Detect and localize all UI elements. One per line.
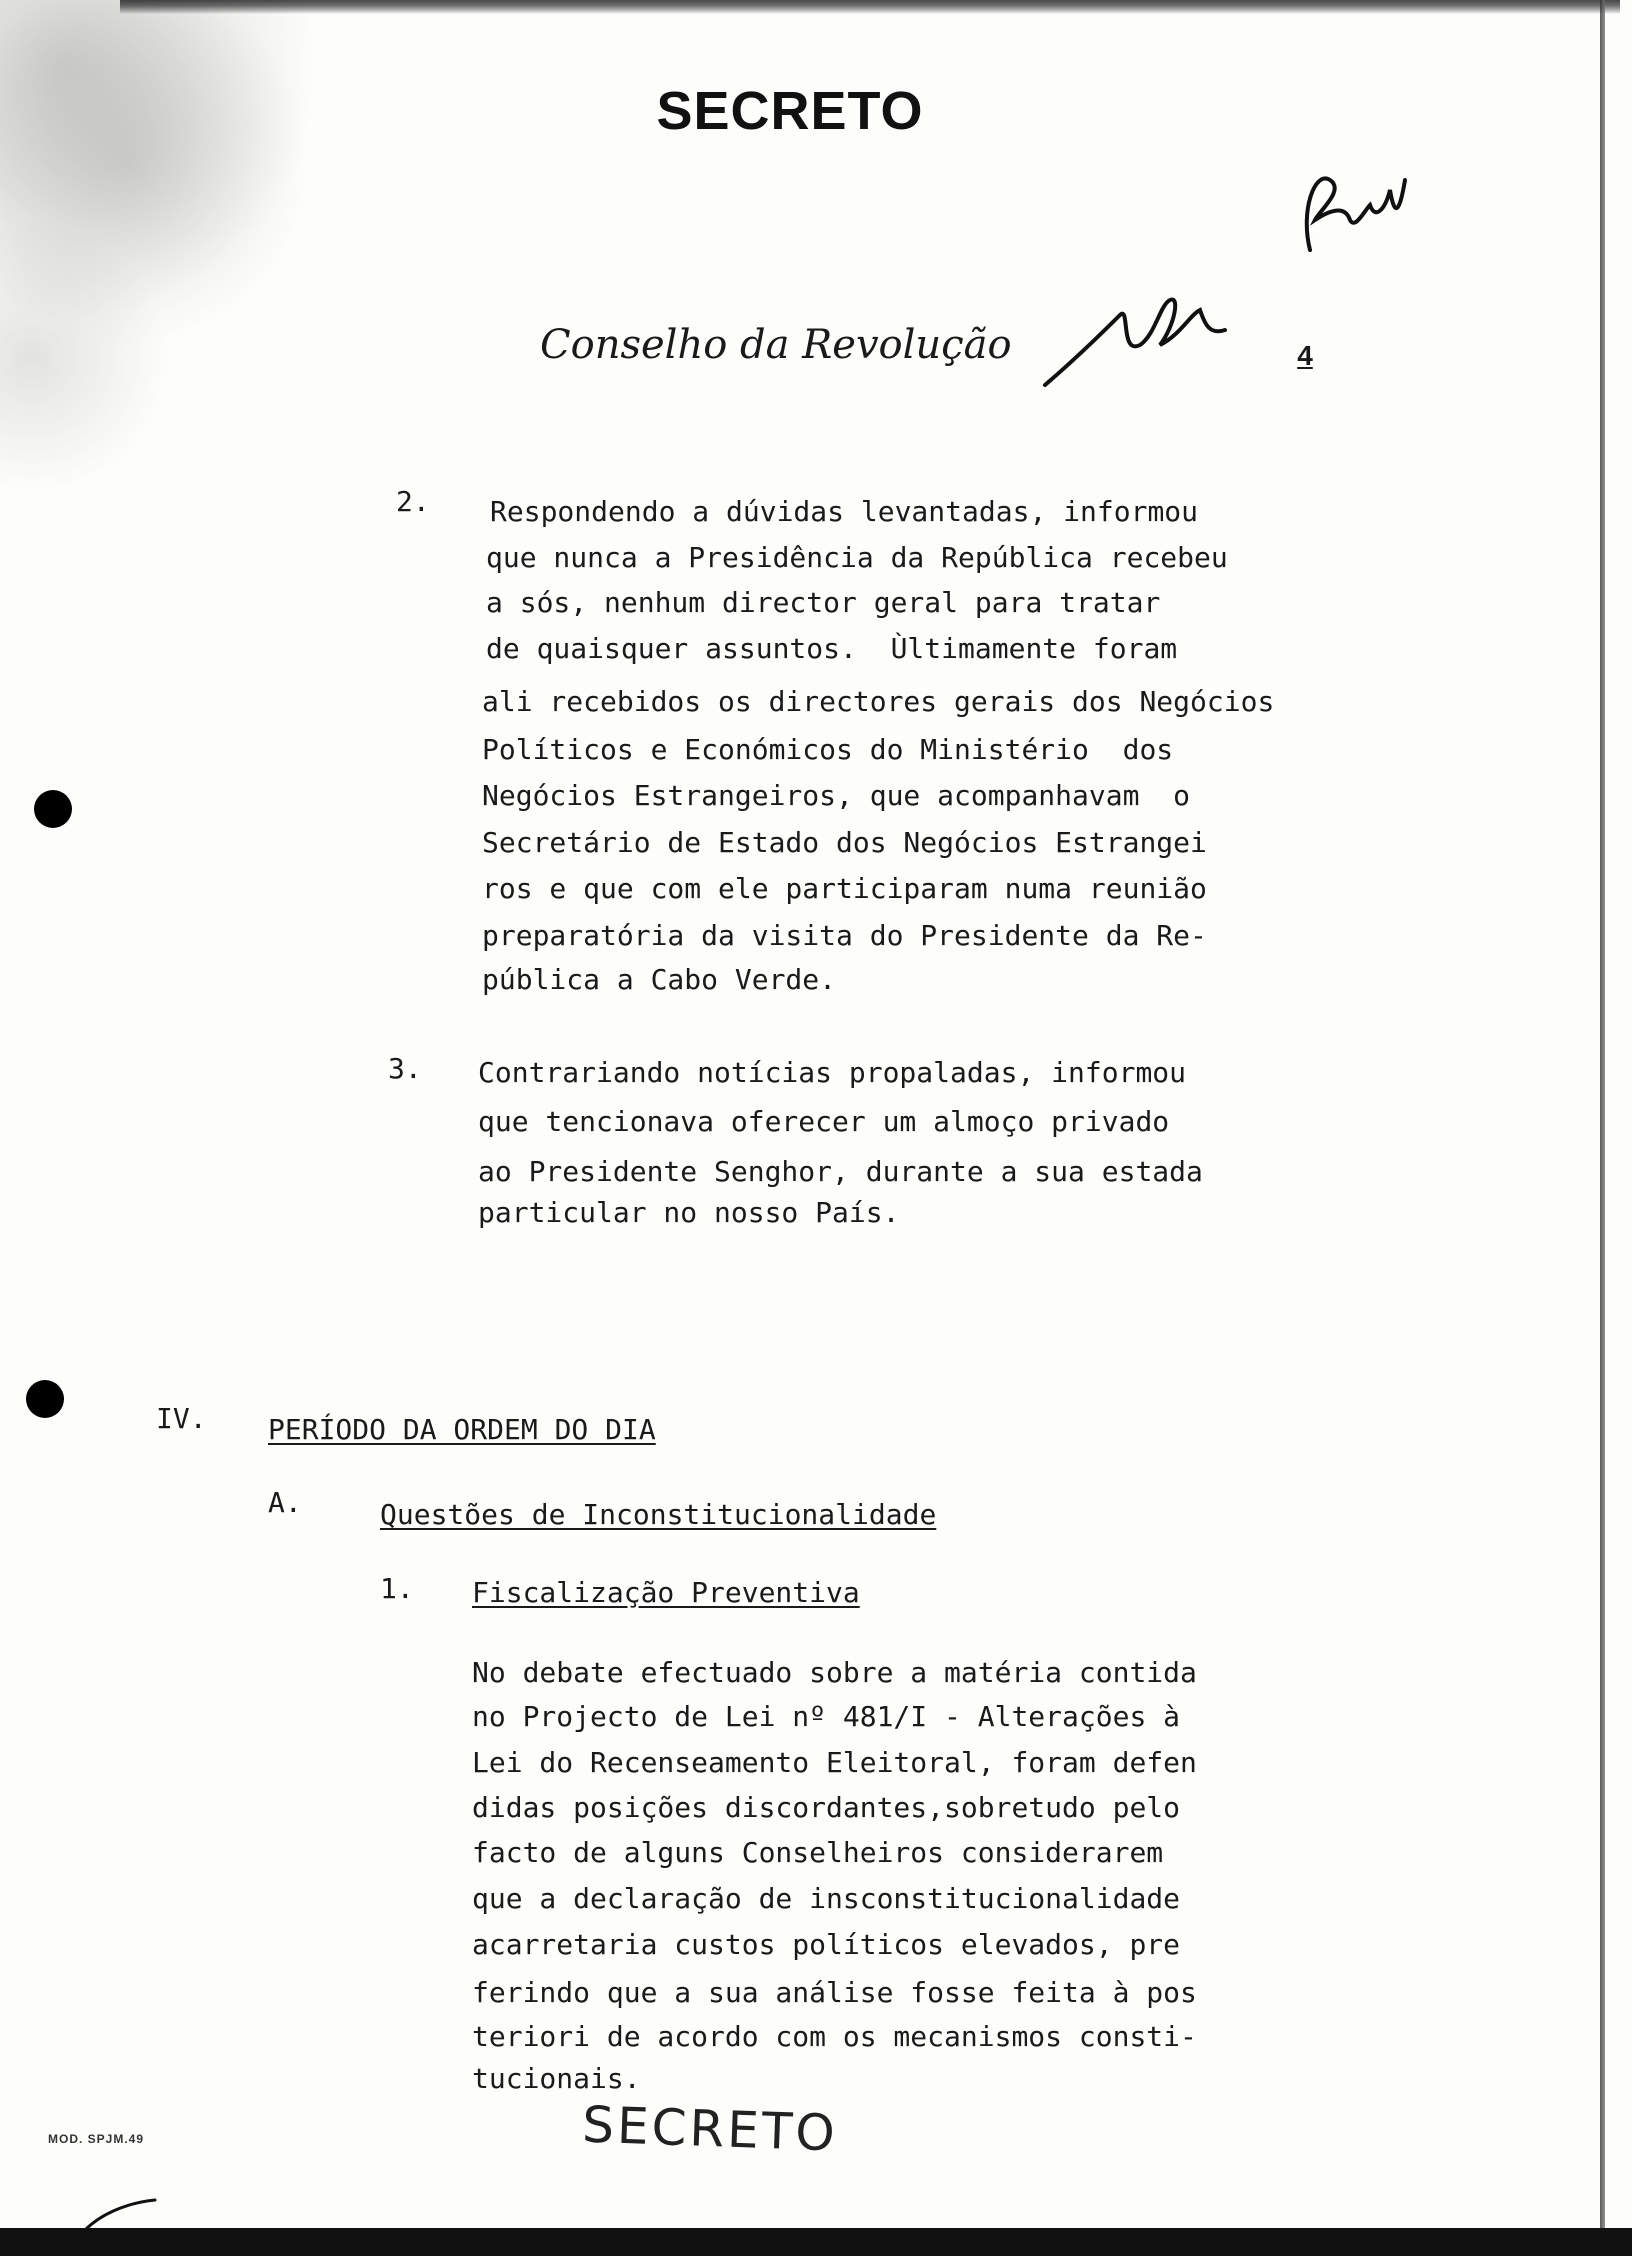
- section-title: PERÍODO DA ORDEM DO DIA: [268, 1413, 656, 1446]
- handwritten-initials: [1290, 150, 1420, 270]
- item-number: 2.: [396, 485, 430, 518]
- text-line: a sós, nenhum director geral para tratar: [486, 586, 1161, 619]
- scan-bottom-border: [0, 2228, 1632, 2256]
- text-line: No debate efectuado sobre a matéria contida: [472, 1656, 1197, 1689]
- scan-right-edge: [1600, 0, 1605, 2230]
- text-line: ros e que com ele participaram numa reunião: [482, 872, 1207, 905]
- subsection-title: Questões de Inconstitucionalidade: [380, 1498, 937, 1531]
- text-line: Políticos e Económicos do Ministério dos: [482, 733, 1174, 766]
- text-line: que tencionava oferecer um almoço privado: [478, 1105, 1170, 1138]
- classification-stamp-top: SECRETO: [656, 81, 924, 141]
- section-number: IV.: [156, 1402, 207, 1435]
- handwritten-mark: [80, 2195, 160, 2235]
- handwritten-signature: [1040, 285, 1230, 395]
- text-line: particular no nosso País.: [478, 1196, 900, 1229]
- text-line: Lei do Recenseamento Eleitoral, foram defen: [472, 1746, 1197, 1779]
- text-line: que a declaração de insconstitucionalidade: [472, 1882, 1181, 1915]
- letterhead: Conselho da Revolução: [540, 322, 1012, 368]
- punch-hole-upper: [34, 790, 72, 828]
- text-line: no Projecto de Lei nº 481/I - Alterações à: [472, 1700, 1181, 1733]
- text-line: Contrariando notícias propaladas, informou: [478, 1056, 1187, 1089]
- scan-top-border: [120, 0, 1620, 14]
- text-line: Negócios Estrangeiros, que acompanhavam o: [482, 779, 1191, 812]
- classification-stamp-bottom: SECRETO: [581, 2095, 839, 2163]
- text-line: ferindo que a sua análise fosse feita à pos: [472, 1976, 1197, 2009]
- subsection-letter: A.: [268, 1486, 302, 1519]
- text-line: ao Presidente Senghor, durante a sua estada: [478, 1155, 1203, 1188]
- text-line: que nunca a Presidência da República recebeu: [486, 541, 1228, 574]
- form-code: MOD. SPJM.49: [48, 2132, 145, 2146]
- text-line: Secretário de Estado dos Negócios Estrangei: [482, 826, 1207, 859]
- text-line: de quaisquer assuntos. Ùltimamente foram: [486, 632, 1178, 665]
- text-line: tucionais.: [472, 2062, 641, 2095]
- text-line: acarretaria custos políticos elevados, pre: [472, 1928, 1181, 1961]
- text-line: ali recebidos os directores gerais dos Negócios: [482, 685, 1275, 718]
- text-line: teriori de acordo com os mecanismos consti-: [472, 2020, 1197, 2053]
- scan-noise: [0, 0, 320, 650]
- subitem-title: Fiscalização Preventiva: [472, 1576, 860, 1609]
- punch-hole-lower: [26, 1380, 64, 1418]
- text-line: pública a Cabo Verde.: [482, 963, 837, 996]
- text-line: facto de alguns Conselheiros considerarem: [472, 1836, 1164, 1869]
- text-line: preparatória da visita do Presidente da Re-: [482, 919, 1207, 952]
- subitem-number: 1.: [380, 1572, 414, 1605]
- text-line: Respondendo a dúvidas levantadas, informou: [490, 495, 1199, 528]
- item-number: 3.: [388, 1052, 422, 1085]
- page-number: 4: [1297, 340, 1313, 371]
- text-line: didas posições discordantes,sobretudo pelo: [472, 1791, 1181, 1824]
